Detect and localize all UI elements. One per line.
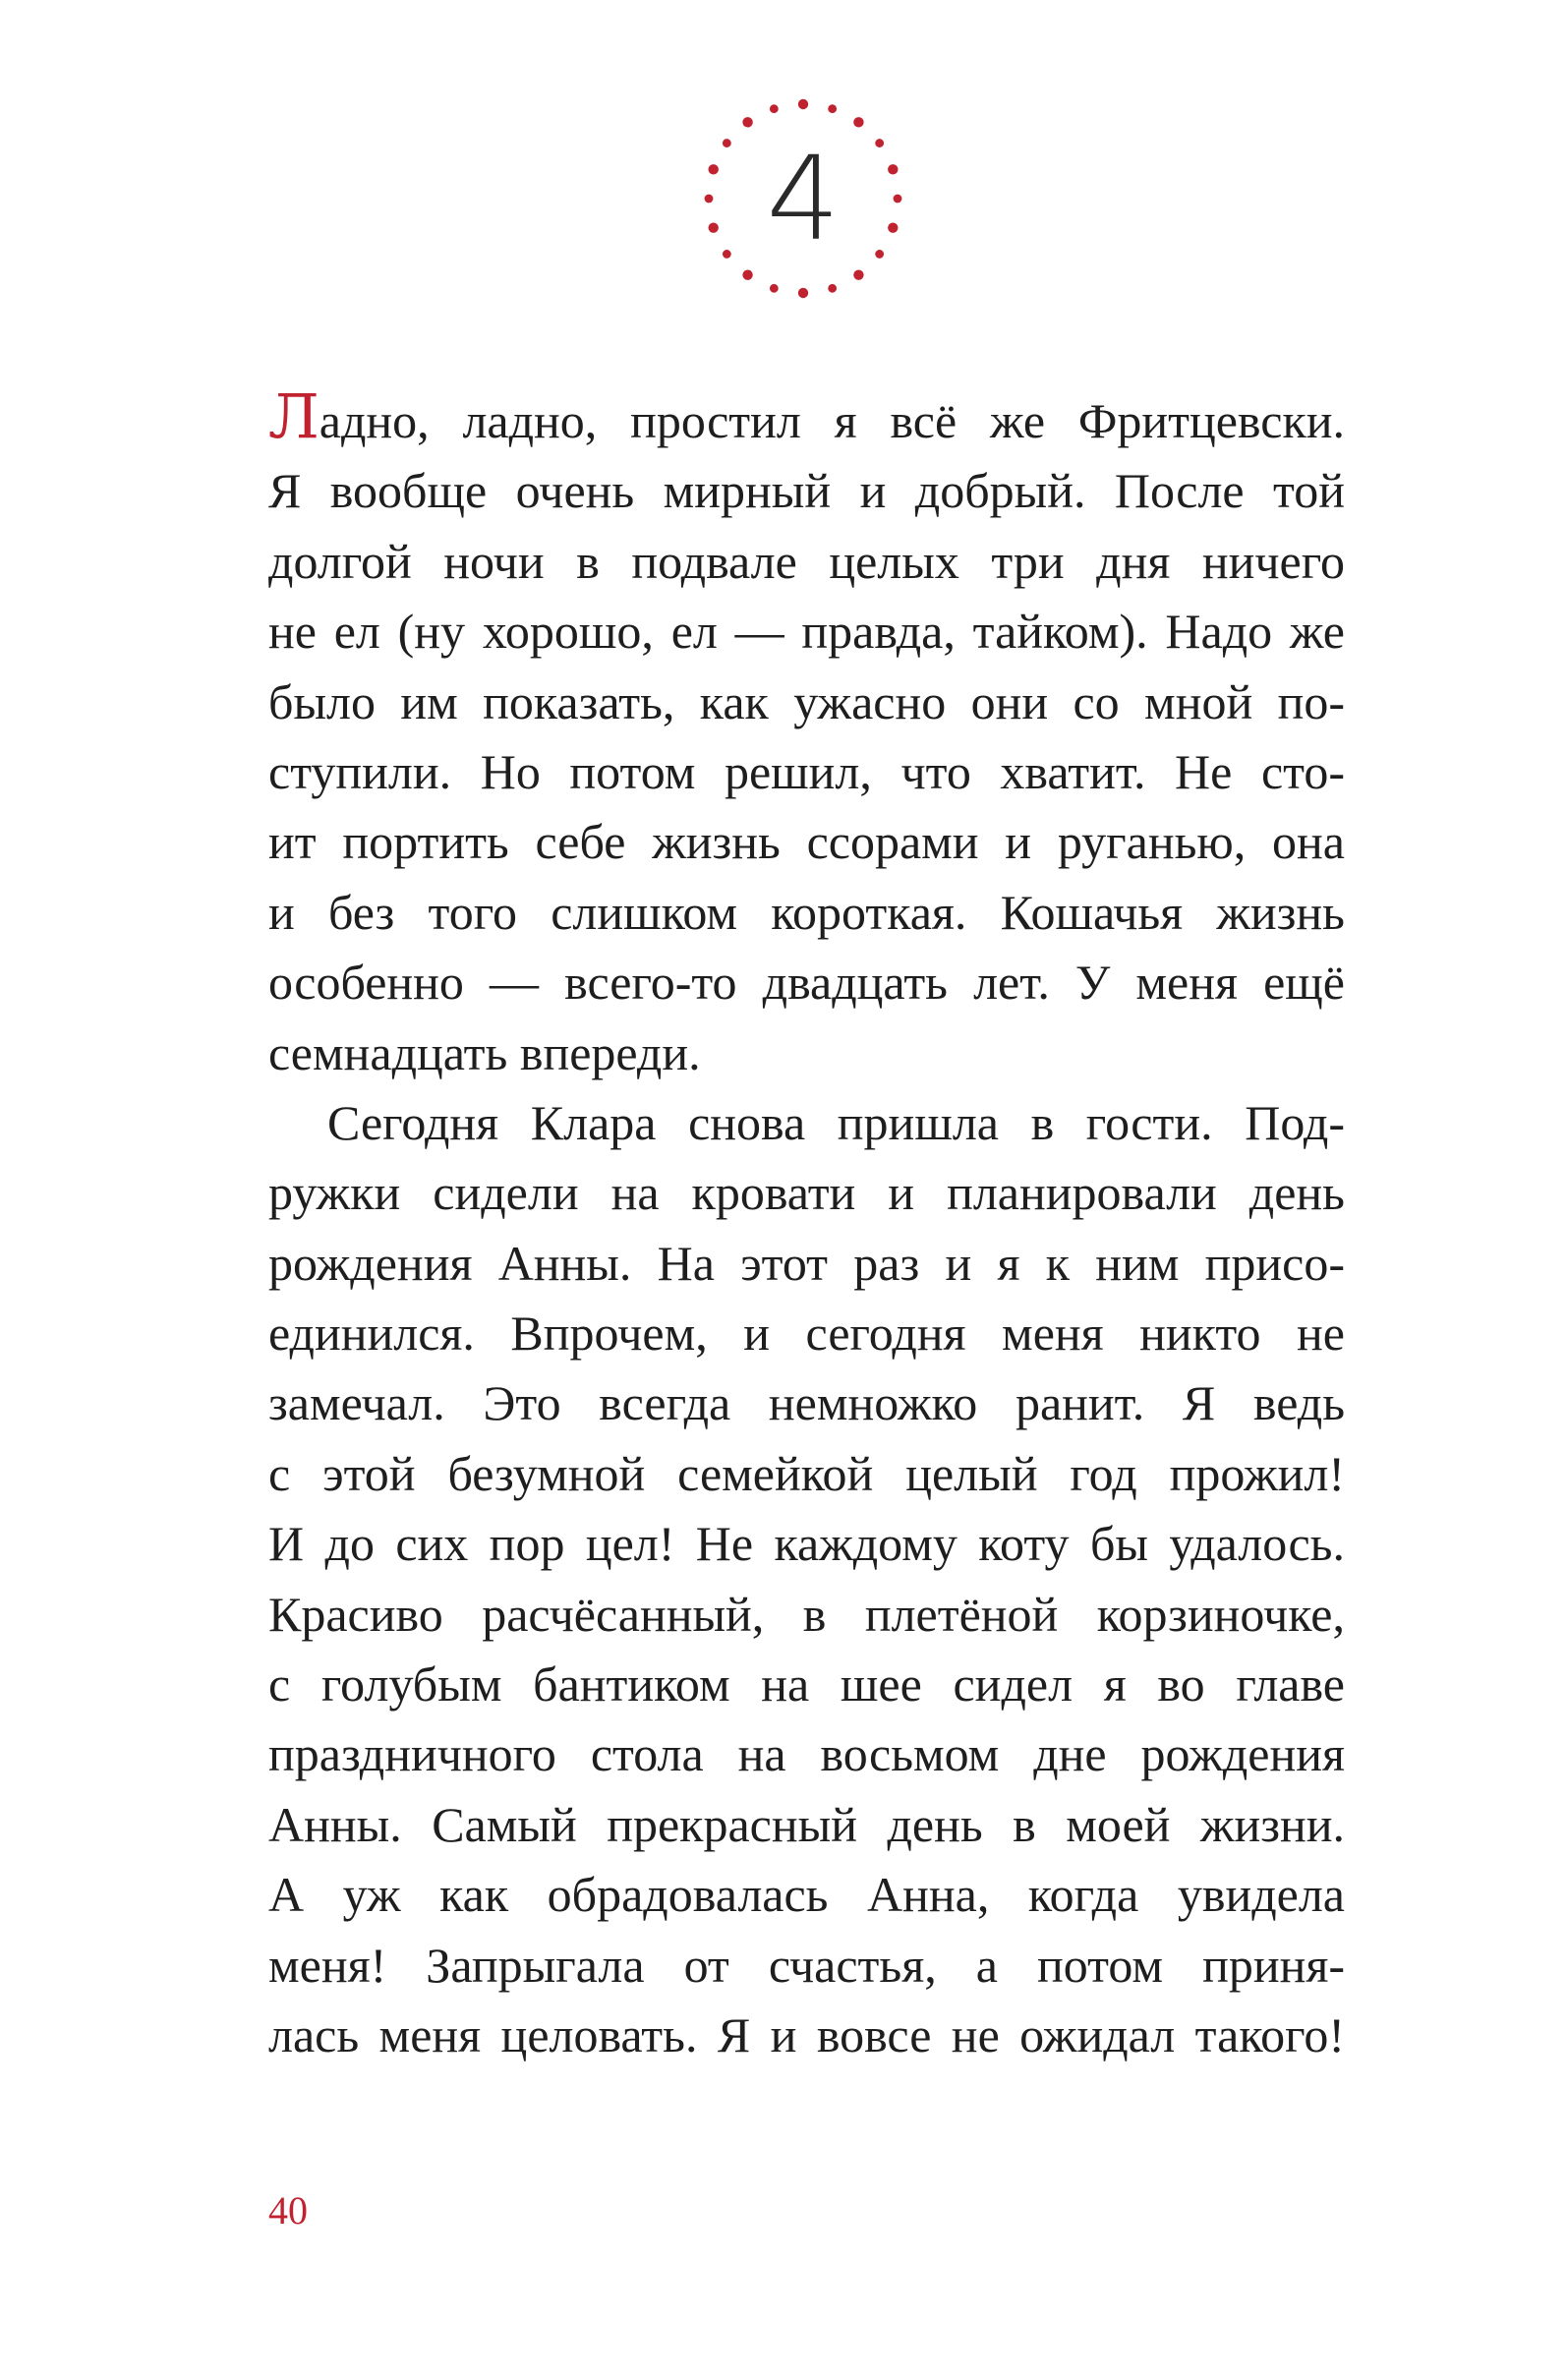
text-line: с голубым бантиком на шее сидел я во главе	[268, 1656, 1345, 1712]
text-line: Красиво расчёсанный, в плетёной корзиночке,	[268, 1586, 1345, 1642]
text-line: меня! Запрыгала от счастья, а потом приня-	[268, 1937, 1345, 1993]
text-line: не ел (ну хорошо, ел — правда, тайком). Надо же	[268, 604, 1345, 660]
text-line: Сегодня Клара снова пришла в гости. Под-	[327, 1094, 1345, 1150]
text-line: и без того слишком короткая. Кошачья жизнь	[268, 884, 1345, 940]
text-line: семнадцать впереди.	[268, 1024, 701, 1080]
text-line: с этой безумной семейкой целый год прожил!	[268, 1445, 1345, 1501]
text-line: лась меня целовать. Я и вовсе не ожидал такого!	[268, 2006, 1345, 2062]
text-line: ступили. Но потом решил, что хватит. Не сто-	[268, 743, 1345, 799]
text-line: И до сих пор цел! Не каждому коту бы удалось.	[268, 1516, 1345, 1572]
text-line: особенно — всего-то двадцать лет. У меня ещё	[268, 955, 1345, 1011]
text-line: замечал. Это всегда немножко ранит. Я ведь	[268, 1375, 1345, 1431]
chapter-number: 4	[766, 131, 841, 266]
text-line: А уж как обрадовалась Анна, когда увидела	[268, 1867, 1345, 1923]
text-line: было им показать, как ужасно они со мной по-	[268, 673, 1345, 729]
text-line: Я вообще очень мирный и добрый. После той	[268, 463, 1345, 519]
text-line: ит портить себе жизнь ссорами и руганью, она	[268, 814, 1345, 870]
page-number: 40	[268, 2188, 308, 2233]
text-line: праздничного стола на восьмом дне рождения	[268, 1726, 1345, 1782]
paragraph-1	[268, 386, 1345, 1088]
text-line: Анны. Самый прекрасный день в моей жизни.	[268, 1796, 1345, 1852]
text-line: ружки сидели на кровати и планировали день	[268, 1165, 1345, 1221]
drop-cap: Л	[268, 386, 319, 452]
paragraph-2	[268, 1088, 1345, 2070]
text-line: рождения Анны. На этот раз и я к ним присо-	[268, 1235, 1345, 1291]
text-line: Ладно, ладно, простил я всё же Фритцевски.	[268, 386, 1345, 456]
text-line: долгой ночи в подвале целых три дня ничего	[268, 533, 1345, 589]
text-line: единился. Впрочем, и сегодня меня никто не	[268, 1306, 1345, 1362]
chapter-heading	[695, 90, 911, 307]
body-text	[268, 386, 1345, 2070]
